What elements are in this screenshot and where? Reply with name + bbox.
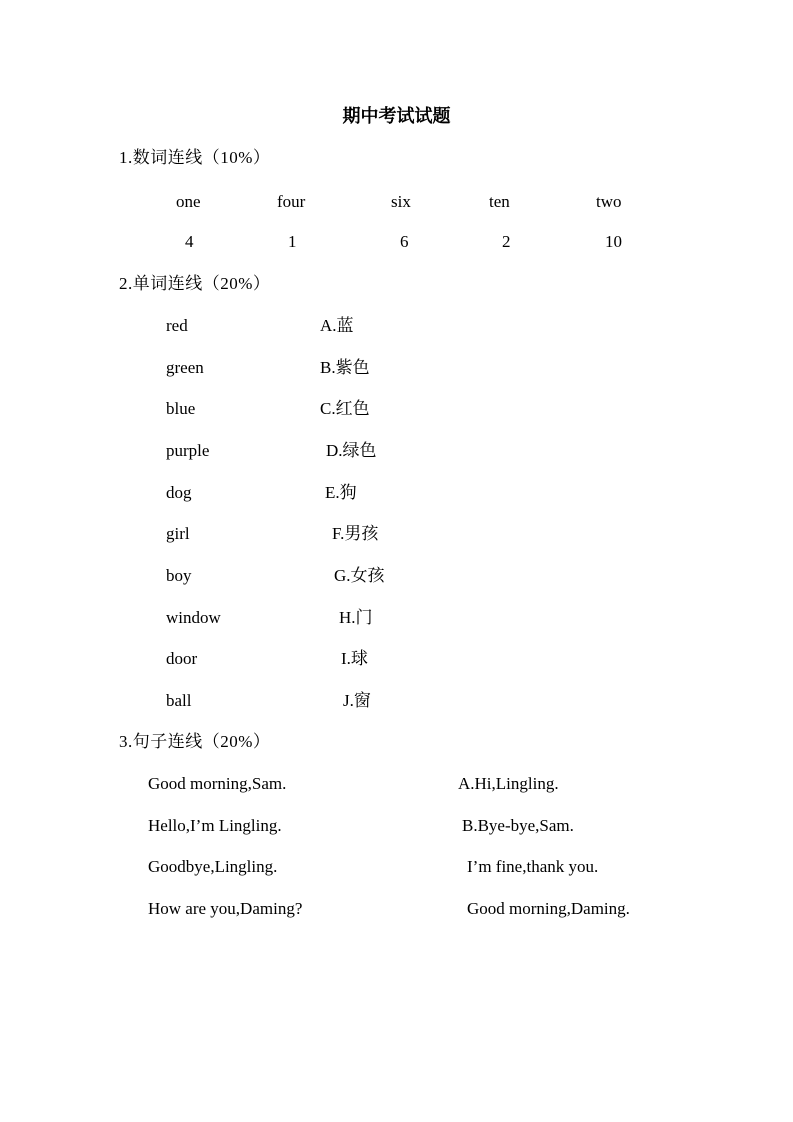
page-title: 期中考试试题 xyxy=(342,106,451,127)
english-word: dog xyxy=(166,483,192,502)
chinese-option: F.男孩 xyxy=(332,524,379,543)
english-word: window xyxy=(166,608,221,627)
number-digit: 1 xyxy=(288,232,297,251)
section2-heading: 2.单词连线（20%） xyxy=(119,274,271,293)
english-word: girl xyxy=(166,524,190,543)
sentence-right: A.Hi,Lingling. xyxy=(458,774,559,793)
english-word: purple xyxy=(166,441,210,460)
chinese-option: J.窗 xyxy=(343,691,371,710)
sentence-right: B.Bye-bye,Sam. xyxy=(462,816,574,835)
chinese-option: C.红色 xyxy=(320,399,370,418)
english-word: red xyxy=(166,316,188,335)
number-digit: 4 xyxy=(185,232,194,251)
chinese-option: B.紫色 xyxy=(320,358,370,377)
section1-heading: 1.数词连线（10%） xyxy=(119,148,271,167)
english-word: door xyxy=(166,649,198,668)
chinese-option: I.球 xyxy=(341,649,368,668)
number-digit: 6 xyxy=(400,232,409,251)
english-word: green xyxy=(166,358,204,377)
sentence-right: I’m fine,thank you. xyxy=(467,857,599,876)
sentence-left: Goodbye,Lingling. xyxy=(148,857,278,876)
number-word: one xyxy=(176,192,201,211)
number-digit: 2 xyxy=(502,232,511,251)
chinese-option: H.门 xyxy=(339,608,373,627)
sentence-left: How are you,Daming? xyxy=(148,899,303,918)
chinese-option: A.蓝 xyxy=(320,316,354,335)
sentence-left: Good morning,Sam. xyxy=(148,774,287,793)
english-word: ball xyxy=(166,691,192,710)
number-word: two xyxy=(596,192,622,211)
chinese-option: E.狗 xyxy=(325,483,357,502)
sentence-right: Good morning,Daming. xyxy=(467,899,630,918)
chinese-option: D.绿色 xyxy=(326,441,377,460)
chinese-option: G.女孩 xyxy=(334,566,385,585)
sentence-left: Hello,I’m Lingling. xyxy=(148,816,282,835)
number-word: six xyxy=(391,192,411,211)
english-word: blue xyxy=(166,399,196,418)
number-word: ten xyxy=(489,192,510,211)
number-word: four xyxy=(277,192,306,211)
section3-heading: 3.句子连线（20%） xyxy=(119,732,271,751)
number-digit: 10 xyxy=(605,232,622,251)
english-word: boy xyxy=(166,566,192,585)
